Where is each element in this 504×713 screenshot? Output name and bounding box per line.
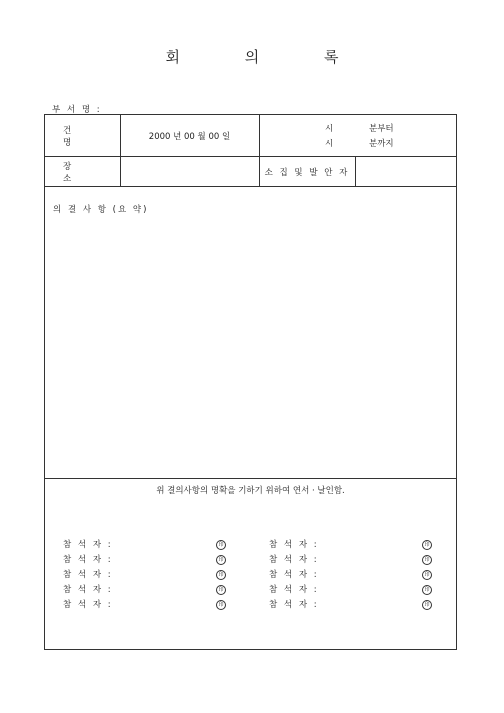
subject-label-cell — [45, 115, 120, 156]
time-end-hour: 시 — [325, 139, 334, 149]
seal-icon: 印 — [216, 540, 226, 550]
summary-area[interactable] — [45, 217, 456, 475]
convener-value-cell[interactable] — [355, 157, 456, 186]
seal-icon: 印 — [422, 600, 432, 610]
time-end-suffix: 분까지 — [369, 139, 394, 149]
time-cell[interactable] — [259, 115, 456, 156]
department-label: 부 서 명 : — [52, 105, 102, 115]
seal-icon: 印 — [216, 585, 226, 595]
place-label: 장 소 — [63, 161, 90, 184]
time-start-hour: 시 — [325, 124, 334, 134]
subject-row — [45, 115, 456, 157]
signature-statement: 위 결의사항의 명확을 기하기 위하여 연서 · 날인함. — [156, 486, 345, 496]
date-cell[interactable] — [120, 115, 259, 156]
place-row — [45, 157, 456, 187]
signature-divider — [45, 478, 456, 479]
attendee-label: 참 석 자 : — [63, 585, 113, 595]
attendee-label: 참 석 자 : — [269, 570, 319, 580]
attendee-label: 참 석 자 : — [269, 555, 319, 565]
attendee-label: 참 석 자 : — [63, 555, 113, 565]
attendee-label: 참 석 자 : — [269, 585, 319, 595]
convener-label-cell — [259, 157, 355, 186]
summary-label: 의 결 사 항 (요 약) — [53, 205, 149, 215]
attendee-label: 참 석 자 : — [63, 600, 113, 610]
place-value-cell[interactable] — [120, 157, 259, 186]
time-start-suffix: 분부터 — [369, 124, 394, 134]
time-start-line — [259, 122, 456, 136]
seal-icon: 印 — [422, 540, 432, 550]
seal-icon: 印 — [422, 585, 432, 595]
attendee-label: 참 석 자 : — [63, 570, 113, 580]
seal-icon: 印 — [216, 555, 226, 565]
seal-icon: 印 — [216, 600, 226, 610]
seal-icon: 印 — [422, 570, 432, 580]
subject-label: 건 명 — [63, 125, 90, 148]
convener-label: 소 집 및 발 안 자 — [264, 167, 350, 178]
page-title: 회 의 록 — [165, 48, 369, 66]
place-label-cell — [45, 157, 120, 186]
meeting-date: 2000 년 00 월 00 일 — [148, 131, 231, 142]
attendee-label: 참 석 자 : — [269, 540, 319, 550]
time-end-line — [259, 137, 456, 151]
minutes-form — [44, 114, 457, 650]
seal-icon: 印 — [422, 555, 432, 565]
attendee-label: 참 석 자 : — [269, 600, 319, 610]
seal-icon: 印 — [216, 570, 226, 580]
attendee-label: 참 석 자 : — [63, 540, 113, 550]
